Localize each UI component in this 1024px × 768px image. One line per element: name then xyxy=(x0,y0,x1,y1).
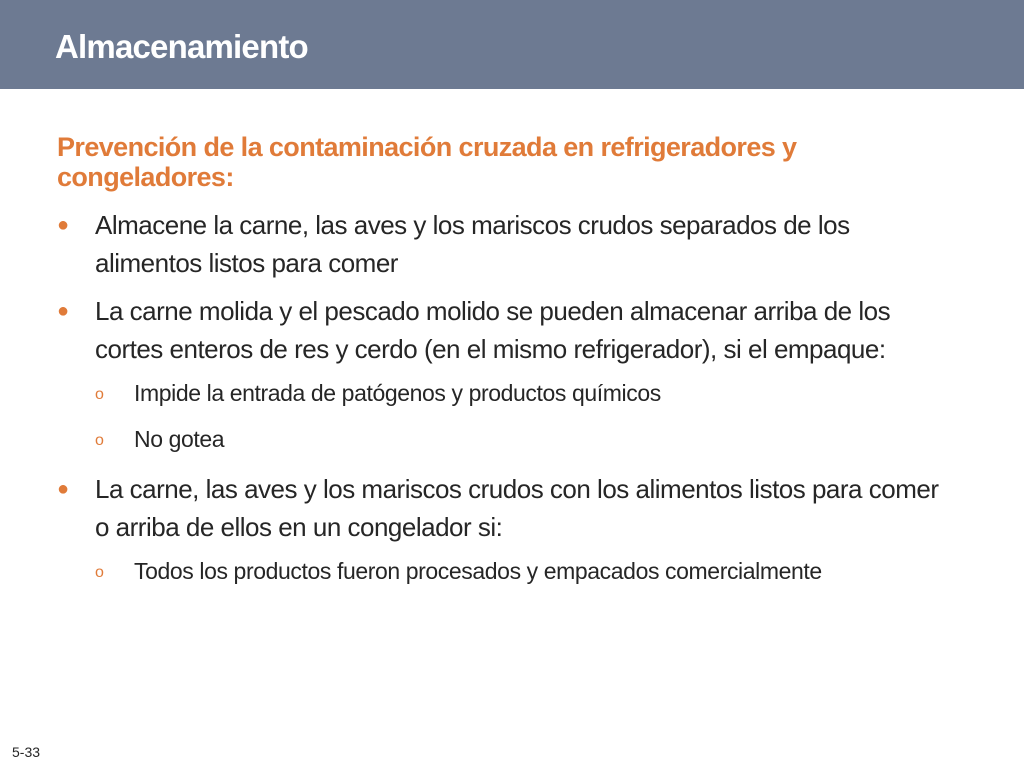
bullet-dot-icon: ● xyxy=(57,300,69,322)
bullet-text: La carne, las aves y los mariscos crudos con los alimentos listos para comer o arriba de ellos en un congelador si: xyxy=(95,474,939,542)
sub-bullet-item xyxy=(57,378,957,408)
bullet-text: La carne molida y el pescado molido se pueden almacenar arriba de los cortes enteros de res y cerdo (en el mismo refrigerador), si el empaque: xyxy=(95,296,891,364)
sub-bullet-text: Impide la entrada de patógenos y productos químicos xyxy=(134,380,661,406)
circle-bullet-icon: o xyxy=(95,386,104,403)
bullet-item xyxy=(57,292,955,368)
slide-header xyxy=(0,0,1024,89)
bullet-item xyxy=(57,470,955,546)
sub-bullet-item xyxy=(57,556,957,586)
circle-bullet-icon: o xyxy=(95,432,104,449)
slide-content xyxy=(57,132,957,602)
sub-bullet-text: Todos los productos fueron procesados y empacados comercialmente xyxy=(134,558,822,584)
sub-bullet-item xyxy=(57,424,957,454)
circle-bullet-icon: o xyxy=(95,564,104,581)
bullet-dot-icon: ● xyxy=(57,214,69,236)
section-subtitle: Prevención de la contaminación cruzada en refrigeradores y congeladores: xyxy=(57,132,797,192)
bullet-text: Almacene la carne, las aves y los mariscos crudos separados de los alimentos listos para comer xyxy=(95,210,850,278)
slide-title: Almacenamiento xyxy=(55,28,308,65)
bullet-item xyxy=(57,206,955,282)
bullet-dot-icon: ● xyxy=(57,478,69,500)
page-number: 5-33 xyxy=(12,744,41,760)
sub-bullet-text: No gotea xyxy=(134,426,225,452)
